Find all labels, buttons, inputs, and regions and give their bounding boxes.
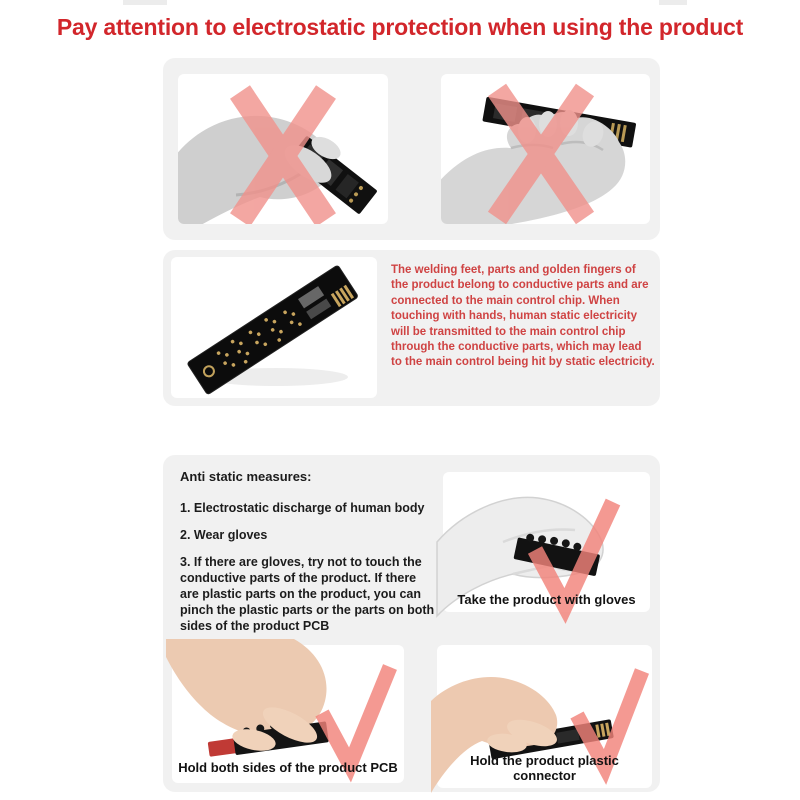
measures-heading: Anti static measures: [180, 469, 312, 484]
photo-caption: Take the product with gloves [457, 592, 636, 607]
gloved-hand-illustration [443, 472, 650, 612]
check-mark-icon [322, 667, 390, 765]
photo-ssd-pcb [171, 257, 377, 398]
hand-holding-pcb-illustration [178, 74, 388, 224]
anti-static-measures-card [163, 455, 660, 792]
fingers-touching-pcb-illustration [441, 74, 650, 224]
photo-fingers-touch-wrong [441, 74, 650, 224]
measures-list [180, 469, 438, 645]
top-edge-remnant-right [659, 0, 687, 5]
photo-caption: Hold the product plastic connector [470, 753, 619, 783]
measure-item-2: 2. Wear gloves [180, 527, 268, 542]
wrong-handling-card [163, 58, 660, 240]
ssd-pcb-illustration [171, 257, 377, 398]
conductive-parts-card [163, 250, 660, 406]
photo-gloves-correct [443, 472, 650, 612]
photo-hand-palm-wrong [178, 74, 388, 224]
top-edge-remnant-left [123, 0, 167, 5]
photo-hold-pcb-sides-correct [172, 645, 404, 783]
measure-item-1: 1. Electrostatic discharge of human body [180, 500, 425, 515]
measure-item-3: 3. If there are gloves, try not to touch the conductive parts of the product. If there are plastic parts on the product, you can pinch the plastic parts or the parts on both sides of the product PCB [180, 554, 435, 633]
page-title: Pay attention to electrostatic protection when using the product [56, 14, 744, 40]
photo-caption: Hold both sides of the product PCB [178, 760, 398, 775]
conductive-warning-text: The welding feet, parts and golden fingers of the product belong to conductive parts and are connected to the main control chip. When touching with hands, human static electricity will be transmitted to the main control chip through the conductive parts, which may lead to the main control being hit by static electricity. [391, 264, 655, 369]
photo-hold-connector-correct [437, 645, 652, 788]
